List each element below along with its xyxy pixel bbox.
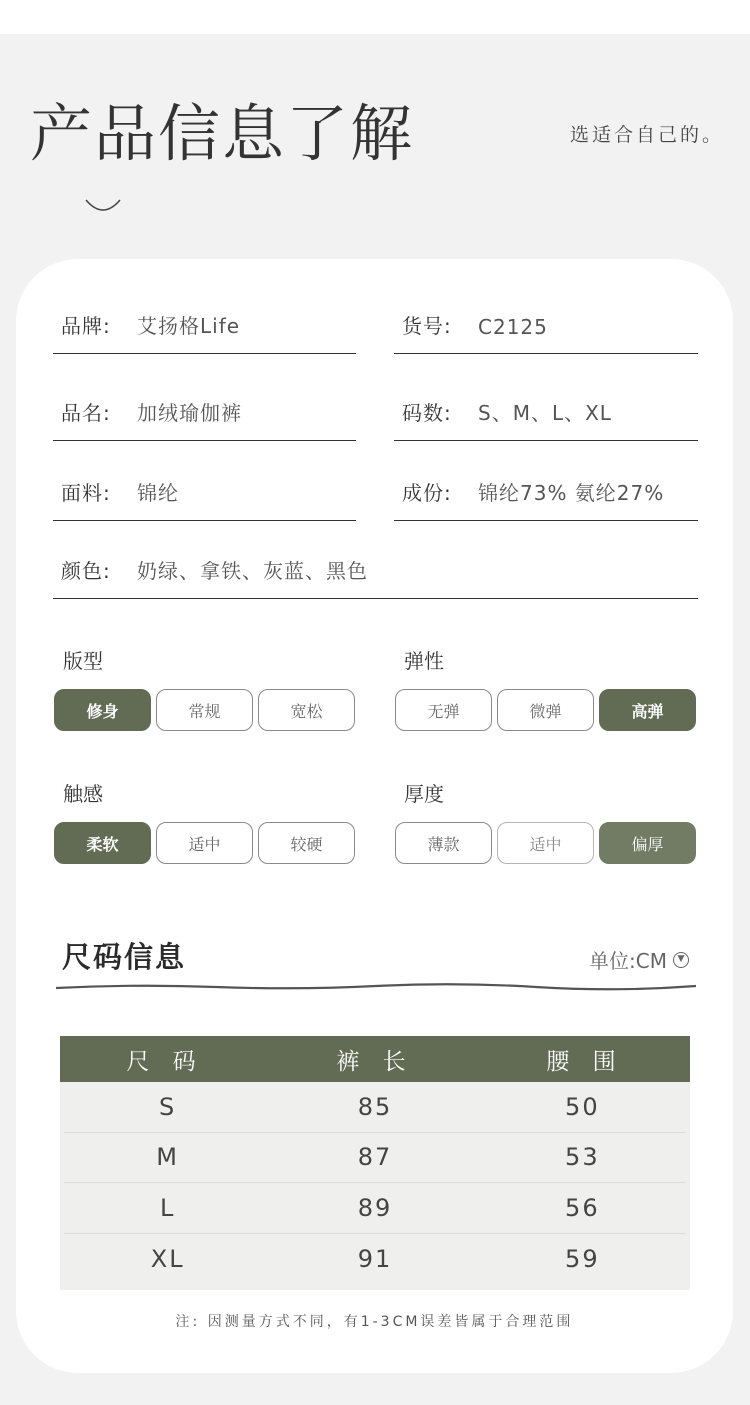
- cell-length: 87: [357, 1143, 393, 1172]
- fit-option-slim: 修身: [54, 689, 151, 731]
- header-waist: 腰 围: [546, 1048, 624, 1075]
- cell-size: S: [159, 1092, 177, 1121]
- size-table: [60, 1036, 690, 1290]
- touch-option-hard: 较硬: [258, 822, 355, 864]
- fit-option-loose: 宽松: [258, 689, 355, 731]
- page-subtitle: 选适合自己的。: [569, 124, 724, 146]
- size-info-title: 尺码信息: [62, 940, 187, 974]
- table-row: [64, 1082, 686, 1133]
- smile-decoration-icon: [84, 196, 122, 216]
- fabric-value: 锦纶: [137, 481, 179, 505]
- unit-label: [589, 945, 689, 974]
- thickness-option-thick: 偏厚: [599, 822, 696, 864]
- elasticity-option-high: 高弹: [599, 689, 696, 731]
- sizes-value: S、M、L、XL: [478, 401, 612, 425]
- sizes-label: 码数:: [402, 401, 452, 425]
- cell-waist: 59: [565, 1244, 600, 1273]
- cell-length: 85: [357, 1092, 393, 1121]
- colors-label: 颜色:: [61, 559, 111, 583]
- fit-title: 版型: [63, 649, 103, 673]
- elasticity-title: 弹性: [404, 649, 444, 673]
- cell-waist: 53: [565, 1143, 600, 1172]
- brand-value: 艾扬格Life: [137, 314, 241, 338]
- thickness-option-thin: 薄款: [395, 822, 492, 864]
- cell-size: XL: [150, 1244, 185, 1273]
- fabric-field: [53, 481, 356, 521]
- chevron-down-circle-icon: ▼: [673, 952, 689, 968]
- brush-divider: [56, 983, 696, 991]
- measurement-note: 注: 因测量方式不同，有1-3CM误差皆属于合理范围: [175, 1314, 574, 1330]
- touch-title: 触感: [63, 782, 103, 806]
- touch-option-medium: 适中: [156, 822, 253, 864]
- sku-label: 货号:: [402, 314, 452, 338]
- cell-waist: 50: [565, 1092, 600, 1121]
- composition-field: [394, 481, 698, 521]
- cell-waist: 56: [565, 1193, 600, 1222]
- unit-text: 单位:CM: [589, 949, 667, 973]
- cell-size: L: [159, 1193, 176, 1222]
- touch-option-soft: 柔软: [54, 822, 151, 864]
- thickness-title: 厚度: [404, 782, 444, 806]
- brand-label: 品牌:: [61, 314, 111, 338]
- elasticity-option-slight: 微弹: [497, 689, 594, 731]
- cell-size: M: [156, 1143, 180, 1172]
- cell-length: 89: [357, 1193, 393, 1222]
- elasticity-option-none: 无弹: [395, 689, 492, 731]
- sizes-field: [394, 401, 698, 441]
- colors-field: [53, 559, 698, 599]
- size-table-body: [60, 1082, 690, 1290]
- header-length: 裤 长: [336, 1048, 414, 1075]
- cell-length: 91: [357, 1244, 393, 1273]
- sku-value: C2125: [478, 315, 548, 339]
- name-field: [53, 401, 356, 441]
- composition-value: 锦纶73% 氨纶27%: [478, 481, 665, 505]
- table-row: [64, 1183, 686, 1234]
- top-white-strip: [0, 0, 750, 34]
- size-table-header: [60, 1036, 690, 1082]
- colors-value: 奶绿、拿铁、灰蓝、黑色: [137, 559, 368, 583]
- name-label: 品名:: [61, 401, 111, 425]
- fabric-label: 面料:: [61, 481, 111, 505]
- header-size: 尺 码: [126, 1048, 204, 1075]
- fit-option-regular: 常规: [156, 689, 253, 731]
- product-info-card: [16, 259, 733, 1373]
- page-title: 产品信息了解: [30, 97, 415, 170]
- table-row: [64, 1234, 686, 1285]
- table-row: [64, 1133, 686, 1184]
- thickness-option-medium: 适中: [497, 822, 594, 864]
- brand-field: [53, 314, 356, 354]
- name-value: 加绒瑜伽裤: [137, 401, 242, 425]
- sku-field: [394, 314, 698, 354]
- composition-label: 成份:: [402, 481, 452, 505]
